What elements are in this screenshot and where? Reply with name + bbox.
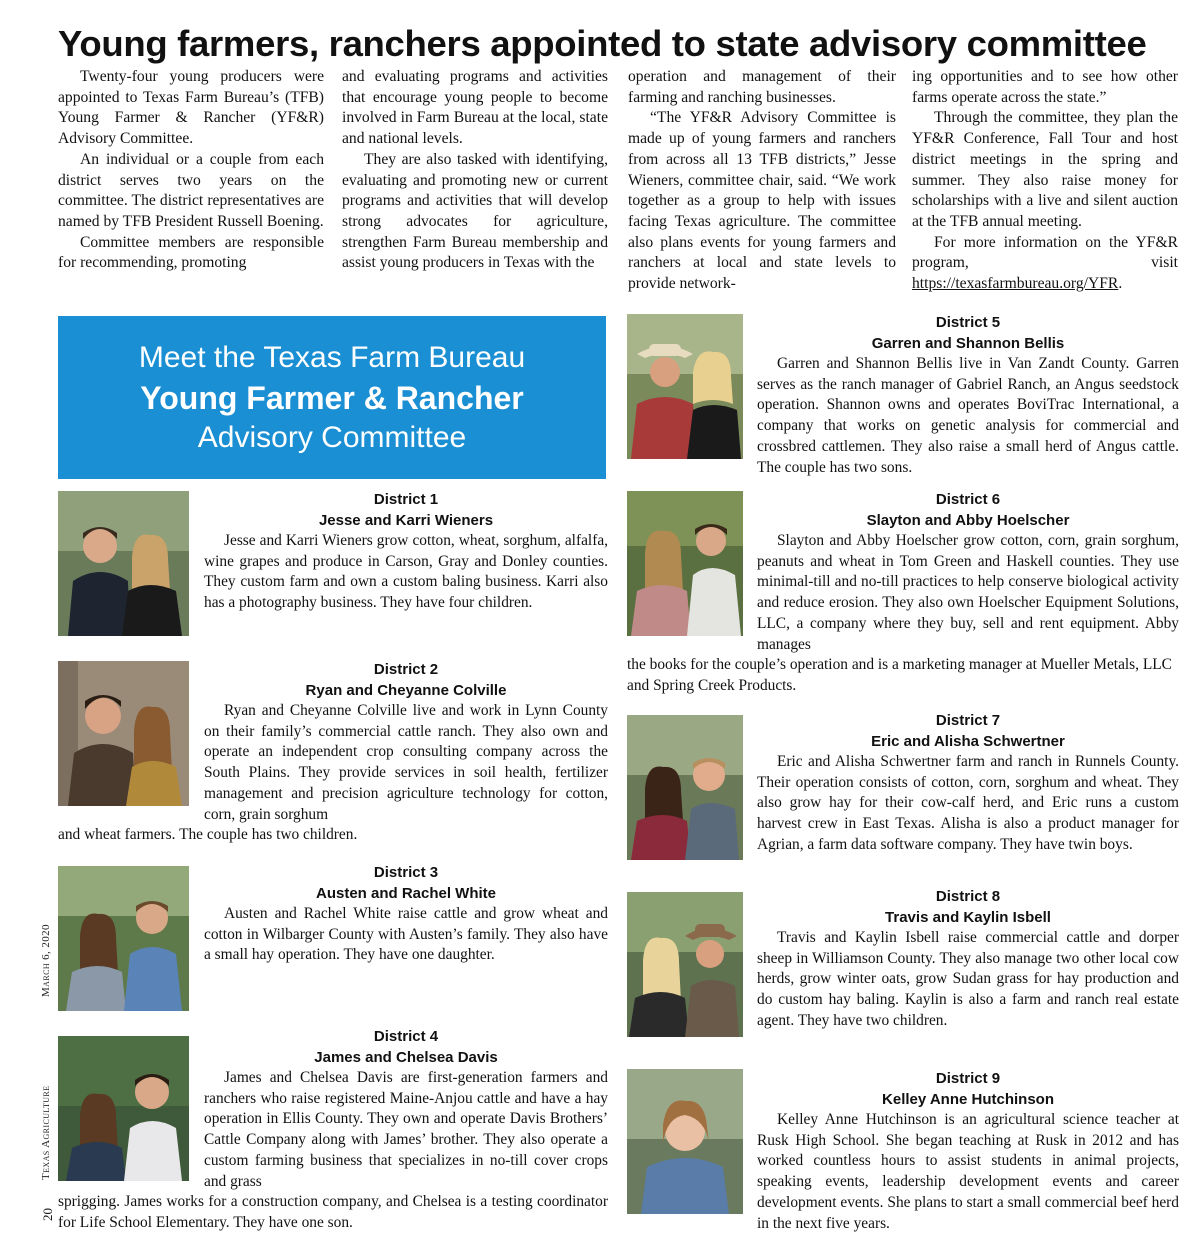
member-names: Garren and Shannon Bellis [871,335,1065,352]
banner-line-1: Meet the Texas Farm Bureau [138,341,526,374]
yfr-link[interactable]: https://texasfarmbureau.org/YFR [912,275,1119,293]
district-2-description-cont: and wheat farmers. The couple has two children. [58,826,358,843]
intro-column-1 [58,67,324,274]
intro-paragraph: Twenty-four young producers were appointed to Texas Farm Bureau’s (TFB) Young Farmer & Rancher (YF&R) Advisory Committee. [58,68,324,148]
district-2-description: Ryan and Cheyanne Colville live and work in Lynn County on their family’s commercial cattle ranch. They also own and operate an independent crop consulting company across the South Plains. They provide services in soil health, fertilizer management and precision agriculture technology for cotton, corn, grain sorghum [204,702,608,823]
district-number: District 9 [935,1070,1001,1087]
district-5-description: Garren and Shannon Bellis live in Van Zandt County. Garren serves as the ranch manager of Gabriel Ranch, an Angus seedstock operation. Shannon owns and operates BoviTrac International, a company that works on genetic analysis for commercial and crossbred cattlemen. They also raise a small herd of Angus cattle. The couple has two sons. [757,355,1179,476]
banner-line-2: Young Farmer & Rancher [140,380,524,416]
member-names: Eric and Alisha Schwertner [871,733,1065,750]
district-4-description: James and Chelsea Davis are first-generation farmers and ranchers who raise registered Maine-Anjou cattle and have a hay operation in Ellis County. They own and operate Davis Brothers’ Cattle Company along with James’ brother. They also operate a custom farming business that specializes in no-till cover crops and grass [204,1069,608,1190]
info-text-end: . [1118,275,1123,293]
district-2-label [204,659,608,701]
district-8-description: Travis and Kaylin Isbell raise commercial cattle and dorper sheep in Williamson County. They also manage two other local cow herds, grow winter oats, grow Sudan grass for hay production and do custom hay baling. Kaylin is also a farm and ranch real estate agent. They have two children. [757,929,1179,1029]
district-9-description: Kelley Anne Hutchinson is an agricultural science teacher at Rusk High School. She began teaching at Rusk in 2012 and has worked countless hours to assist students in animal projects, speaking events, leadership development events and career development events. She plans to start a small commercial beef herd in the next five years. [757,1111,1179,1232]
district-number: District 7 [935,712,1001,729]
district-9-label [757,1068,1179,1110]
info-text: For more information on the YF&R program, visit [912,233,1178,272]
district-8-photo [627,892,743,1037]
issue-date: March 6, 2020 [40,924,52,997]
intro-paragraph [912,233,1178,295]
district-8-label [757,886,1179,928]
district-number: District 5 [935,314,1001,331]
member-names: Slayton and Abby Hoelscher [866,512,1070,529]
member-names: Kelley Anne Hutchinson [882,1091,1054,1108]
intro-paragraph: An individual or a couple from each district serves two years on the committee. The district representatives are named by TFB President Russell Boening. [58,150,324,230]
district-1-label [204,489,608,531]
intro-paragraph: They are also tasked with identifying, evaluating and promoting new or current programs and activities that will develop strong advocates for agriculture, strengthen Farm Bureau membership and assist young producers in Texas with the [342,150,608,272]
intro-column-4 [912,67,1178,295]
intro-column-3 [628,67,896,295]
committee-banner [58,316,606,479]
intro-paragraph: “The YF&R Advisory Committee is made up of young farmers and ranchers from across all 13 TFB districts,” Jesse Wieners, committee chair, said. “We work together as a group to help with issues facing Texas agriculture. The committee also plans events for young farmers and ranchers at local and state levels to provide network- [628,109,896,293]
intro-paragraph: Committee members are responsible for recommending, promoting [58,233,324,272]
district-9-photo [627,1069,743,1214]
intro-paragraph: Through the committee, they plan the YF&R Conference, Fall Tour and host district meetings in the spring and summer. They also raise money for scholarships with a live and silent auction at the TFB annual meeting. [912,109,1178,230]
intro-paragraph: ing opportunities and to see how other farms operate across the state.” [912,68,1178,106]
member-names: Travis and Kaylin Isbell [885,909,1051,926]
member-names: Jesse and Karri Wieners [318,512,494,529]
district-4-photo [58,1036,189,1181]
district-6-description-cont: the books for the couple’s operation and is a marketing manager at Mueller Metals, LLC and Spring Creek Products. [627,656,1172,694]
district-7-description: Eric and Alisha Schwertner farm and ranch in Runnels County. Their operation consists of cotton, corn, sorghum and wheat. They also grow hay for their cow-calf herd, and Eric runs a custom harvest crew in East Texas. Alisha is also a product manager for Agrian, a farm data software company. They have twin boys. [757,753,1179,853]
district-3-label [204,862,608,904]
member-names: James and Chelsea Davis [314,1049,498,1066]
banner-line-3: Advisory Committee [197,421,467,454]
district-4-description-cont: sprigging. James works for a construction company, and Chelsea is a testing coordinator for Life School Elementary. They have one son. [58,1193,608,1231]
district-1-photo [58,491,189,636]
district-number: District 8 [935,888,1001,905]
district-2-photo [58,661,189,806]
intro-column-2 [342,67,608,274]
member-names: Austen and Rachel White [315,885,497,902]
district-1-description: Jesse and Karri Wieners grow cotton, wheat, sorghum, alfalfa, wine grapes and produce in Carson, Gray and Donley counties. They custom farm and own a custom baling business. Karri also has a photography business. They have four children. [204,532,608,612]
district-number: District 1 [373,491,439,508]
member-names: Ryan and Cheyanne Colville [305,682,507,699]
district-number: District 3 [373,864,439,881]
district-5-photo [627,314,743,459]
district-3-description: Austen and Rachel White raise cattle and grow wheat and cotton in Wilbarger County with Austen’s family. They also have a small hay operation. They have one daughter. [204,905,608,964]
district-number: District 4 [373,1028,439,1045]
publication-name: Texas Agriculture [40,1085,52,1180]
headline: Young farmers, ranchers appointed to state advisory committee [58,23,1147,64]
page-number: 20 [40,1208,55,1221]
district-5-label [757,312,1179,354]
district-7-label [757,710,1179,752]
district-number: District 6 [935,491,1001,508]
district-7-photo [627,715,743,860]
district-3-photo [58,866,189,1011]
district-6-label [757,489,1179,531]
intro-paragraph: operation and management of their farming and ranching businesses. [628,68,896,106]
district-number: District 2 [373,661,439,678]
district-6-description: Slayton and Abby Hoelscher grow cotton, corn, grain sorghum, peanuts and wheat in Tom Green and Haskell counties. They use minimal-till and no-till practices to help conserve biological activity and reduce erosion. They also own Hoelscher Equipment Solutions, LLC, a company where they buy, sell and rent equipment. Abby manages [757,532,1179,653]
intro-paragraph: and evaluating programs and activities that encourage young people to become involved in Farm Bureau at the local, state and national levels. [342,68,608,148]
district-6-photo [627,491,743,636]
district-4-label [204,1026,608,1068]
